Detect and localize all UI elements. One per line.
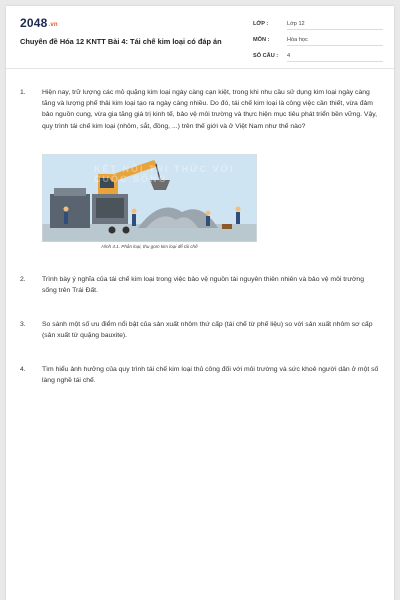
meta-key: LỚP : xyxy=(253,21,269,27)
meta-row-class xyxy=(253,18,383,34)
question-number: 4. xyxy=(20,366,26,373)
worker-head xyxy=(132,209,137,214)
document-page xyxy=(6,6,394,600)
figure-caption: Hình 4.1. Phân loại, thu gom kim loại để tái chế xyxy=(101,244,198,249)
site-logo[interactable] xyxy=(20,16,58,30)
question-text: So sánh một số ưu điểm nổi bật của sản xuất nhôm thứ cấp (tái chế từ phế liệu) so với sản xuất nhôm sơ cấp (sản xuất từ quặng bauxite). xyxy=(42,321,373,340)
worker-head xyxy=(64,207,69,212)
wheel xyxy=(123,227,130,234)
logo-number: 2048 xyxy=(20,16,48,30)
worker xyxy=(132,214,136,226)
document-header xyxy=(6,6,394,69)
figure-watermark: KẾT NỐI TRI THỨC VỚI CUỘC SỐNG xyxy=(94,164,235,184)
scrap-bin-top xyxy=(54,188,86,196)
worker-head xyxy=(236,207,241,212)
meta-value: 4 xyxy=(287,53,383,62)
wheel xyxy=(109,227,116,234)
scrap-press-door xyxy=(96,198,124,218)
worker xyxy=(206,216,210,226)
worker xyxy=(64,212,68,224)
meta-row-count xyxy=(253,50,383,66)
worker xyxy=(236,212,240,224)
document-title: Chuyên đề Hóa 12 KNTT Bài 4: Tái chế kim loại có đáp án xyxy=(20,37,222,46)
question-text: Hiện nay, trữ lượng các mỏ quặng kim loại ngày càng cạn kiệt, trong khi nhu cầu sử dụng kim loại ngày càng tăng và lượng phế thải kim loại tạo ra ngày càng nhiều. Do đó, tái chế kim loại là công việc cần thiết, vừa đảm bảo nguồn cung, vừa gia tăng giá trị kinh tế, bảo vệ môi trường và thực hiện mục tiêu phát triển bền vững. Vậy, quy trình tái chế kim loại (nhôm, sắt, đồng, ...) trên thế giới và ở Việt Nam như thế nào? xyxy=(42,89,378,130)
meta-value: Lớp 12 xyxy=(287,21,383,30)
meta-key: SỐ CÂU : xyxy=(253,53,279,59)
figure-recycling xyxy=(42,154,257,249)
question-number: 1. xyxy=(20,89,26,96)
meta-value: Hóa học xyxy=(287,37,383,46)
meta-key: MÔN : xyxy=(253,37,270,43)
meta-row-subject xyxy=(253,34,383,50)
worker-head xyxy=(206,211,211,216)
question-number: 3. xyxy=(20,321,26,328)
scrap-bin-left xyxy=(50,194,90,228)
question-text: Tìm hiểu ảnh hưởng của quy trình tái chế kim loại thủ công đối với môi trường và sức khoẻ người dân ở một số làng nghề tái chế. xyxy=(42,366,379,385)
meta-panel xyxy=(253,18,383,66)
question-number: 2. xyxy=(20,276,26,283)
question-text: Trình bày ý nghĩa của tái chế kim loại trong việc bảo vệ nguồn tài nguyên thiên nhiên và bảo vệ môi trường sống trên Trái Đất. xyxy=(42,276,364,295)
logo-suffix: .vn xyxy=(48,22,58,28)
scrap-box xyxy=(222,224,232,229)
